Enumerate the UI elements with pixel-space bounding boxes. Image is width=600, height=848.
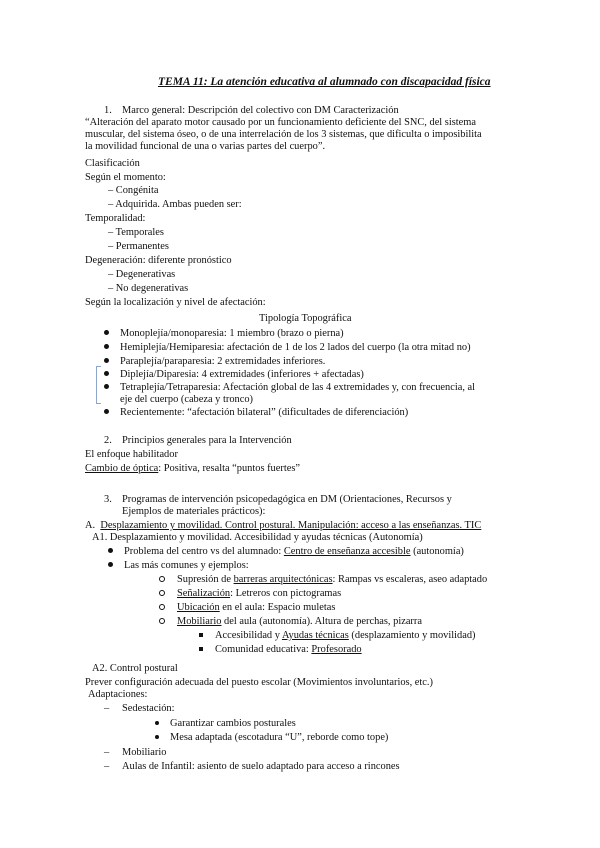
bullet-dot: [104, 330, 109, 335]
margin-bracket-mark: [96, 366, 101, 404]
bullet-dot: [104, 371, 109, 376]
mobiliario-label: Mobiliario: [122, 747, 167, 758]
sedestacion-item: Garantizar cambios posturales: [155, 717, 296, 730]
tipologia-item: Monoplejía/monoparesia: 1 miembro (brazo o pierna): [104, 327, 344, 340]
accesibilidad-item: Accesibilidad y Ayudas técnicas (desplazamiento y movilidad): [199, 629, 475, 642]
clasificacion-label: Clasificación: [85, 158, 140, 169]
degeneracion-label: Degeneración: diferente pronóstico: [85, 255, 232, 266]
section-2-heading: Principios generales para la Intervención: [122, 435, 292, 446]
momento-label: Según el momento:: [85, 172, 166, 183]
section-3-heading-line-1: Programas de intervención psicopedagógica en DM (Orientaciones, Recursos y: [122, 494, 452, 505]
section-2-number: 2.: [104, 435, 112, 446]
tipologia-item: Recientemente: “afectación bilateral” (dificultades de diferenciación): [104, 406, 408, 419]
circle-bullet: [159, 590, 165, 596]
mobiliario-item: Mobiliario del aula (autonomía). Altura de perchas, pizarra: [159, 615, 422, 628]
temporalidad-item: ‒ Temporales: [108, 227, 164, 238]
square-bullet: [199, 647, 203, 651]
degeneracion-item: ‒ Degenerativas: [108, 269, 176, 280]
bullet-dot: [104, 384, 109, 389]
supresion-item: Supresión de barreras arquitectónicas: Rampas vs escaleras, aseo adaptado: [159, 573, 487, 586]
dash-bullet: ‒: [108, 199, 116, 210]
prever-text: Prever configuración adecuada del puesto escolar (Movimientos involuntarios, etc.): [85, 677, 433, 688]
temporalidad-item: ‒ Permanentes: [108, 241, 169, 252]
tipologia-item: Hemiplejía/Hemiparesia: afectación de 1 de los 2 lados del cuerpo (la otra mitad no): [104, 341, 471, 354]
senalizacion-item: Señalización: Letreros con pictogramas: [159, 587, 341, 600]
dash-bullet: ‒: [108, 185, 116, 196]
bullet-dot: [104, 344, 109, 349]
tipologia-item-continuation: eje del cuerpo (cabeza y tronco): [120, 394, 253, 405]
tipologia-item: Tetraplejía/Tetraparesia: Afectación global de las 4 extremidades y, con frecuencia, al: [104, 381, 475, 394]
cambio-optica: Cambio de óptica: Positiva, resalta “puntos fuertes”: [85, 463, 300, 474]
circle-bullet: [159, 618, 165, 624]
section-3-number: 3.: [104, 494, 112, 505]
comunes-item: Las más comunes y ejemplos:: [108, 559, 249, 572]
circle-bullet: [159, 604, 165, 610]
problema-item: Problema del centro vs del alumnado: Centro de enseñanza accesible (autonomía): [108, 545, 464, 558]
bullet-dot: [155, 735, 159, 739]
block-a1-heading: A1. Desplazamiento y movilidad. Accesibilidad y ayudas técnicas (Autonomía): [92, 532, 423, 543]
page-title: TEMA 11: La atención educativa al alumnado con discapacidad física: [158, 76, 491, 88]
momento-item: ‒ Congénita: [108, 185, 159, 196]
circle-bullet: [159, 576, 165, 582]
aulas-text: Aulas de Infantil: asiento de suelo adaptado para acceso a rincones: [122, 761, 400, 772]
bullet-dot: [108, 548, 113, 553]
dash-bullet: ‒: [108, 241, 116, 252]
bullet-dot: [155, 721, 159, 725]
section-1-number: 1.: [104, 105, 112, 116]
temporalidad-label: Temporalidad:: [85, 213, 146, 224]
block-a2-heading: A2. Control postural: [92, 663, 178, 674]
adaptaciones-label: Adaptaciones:: [88, 689, 148, 700]
sedestacion-dash: –: [104, 703, 110, 714]
degeneracion-item: ‒ No degenerativas: [108, 283, 189, 294]
dash-bullet: ‒: [108, 227, 116, 238]
block-a-heading: A. Desplazamiento y movilidad. Control postural. Manipulación: acceso a las enseñanzas. TIC: [85, 520, 482, 531]
bullet-dot: [104, 358, 109, 363]
definition-quote-line-1: “Alteración del aparato motor causado por un funcionamiento deficiente del SNC, del sistema: [85, 117, 476, 128]
definition-quote-line-2: muscular, del sistema óseo, o de una interrelación de los 3 sistemas, que dificulta o imposibilita: [85, 129, 482, 140]
enfoque-label: El enfoque habilitador: [85, 449, 178, 460]
momento-item: ‒ Adquirida. Ambas pueden ser:: [108, 199, 242, 210]
sedestacion-item: Mesa adaptada (escotadura “U”, reborde como tope): [155, 731, 388, 744]
localizacion-label: Según la localización y nivel de afectación:: [85, 297, 266, 308]
section-3-heading-line-2: Ejemplos de materiales prácticos):: [122, 506, 266, 517]
dash-bullet: ‒: [108, 283, 116, 294]
bullet-dot: [108, 562, 113, 567]
mobiliario-dash: –: [104, 747, 110, 758]
section-1-heading: Marco general: Descripción del colectivo con DM Caracterización: [122, 105, 399, 116]
ubicacion-item: Ubicación en el aula: Espacio muletas: [159, 601, 335, 614]
comunidad-item: Comunidad educativa: Profesorado: [199, 643, 362, 656]
tipologia-item: Diplejía/Diparesia: 4 extremidades (inferiores + afectadas): [104, 368, 364, 381]
bullet-dot: [104, 409, 109, 414]
square-bullet: [199, 633, 203, 637]
aulas-dash: –: [104, 761, 110, 772]
dash-bullet: ‒: [108, 269, 116, 280]
tipologia-heading: Tipología Topográfica: [259, 313, 352, 324]
sedestacion-label: Sedestación:: [122, 703, 175, 714]
definition-quote-line-3: la movilidad funcional de una o varias partes del cuerpo”.: [85, 141, 326, 152]
tipologia-item: Paraplejía/paraparesia: 2 extremidades inferiores.: [104, 355, 325, 368]
